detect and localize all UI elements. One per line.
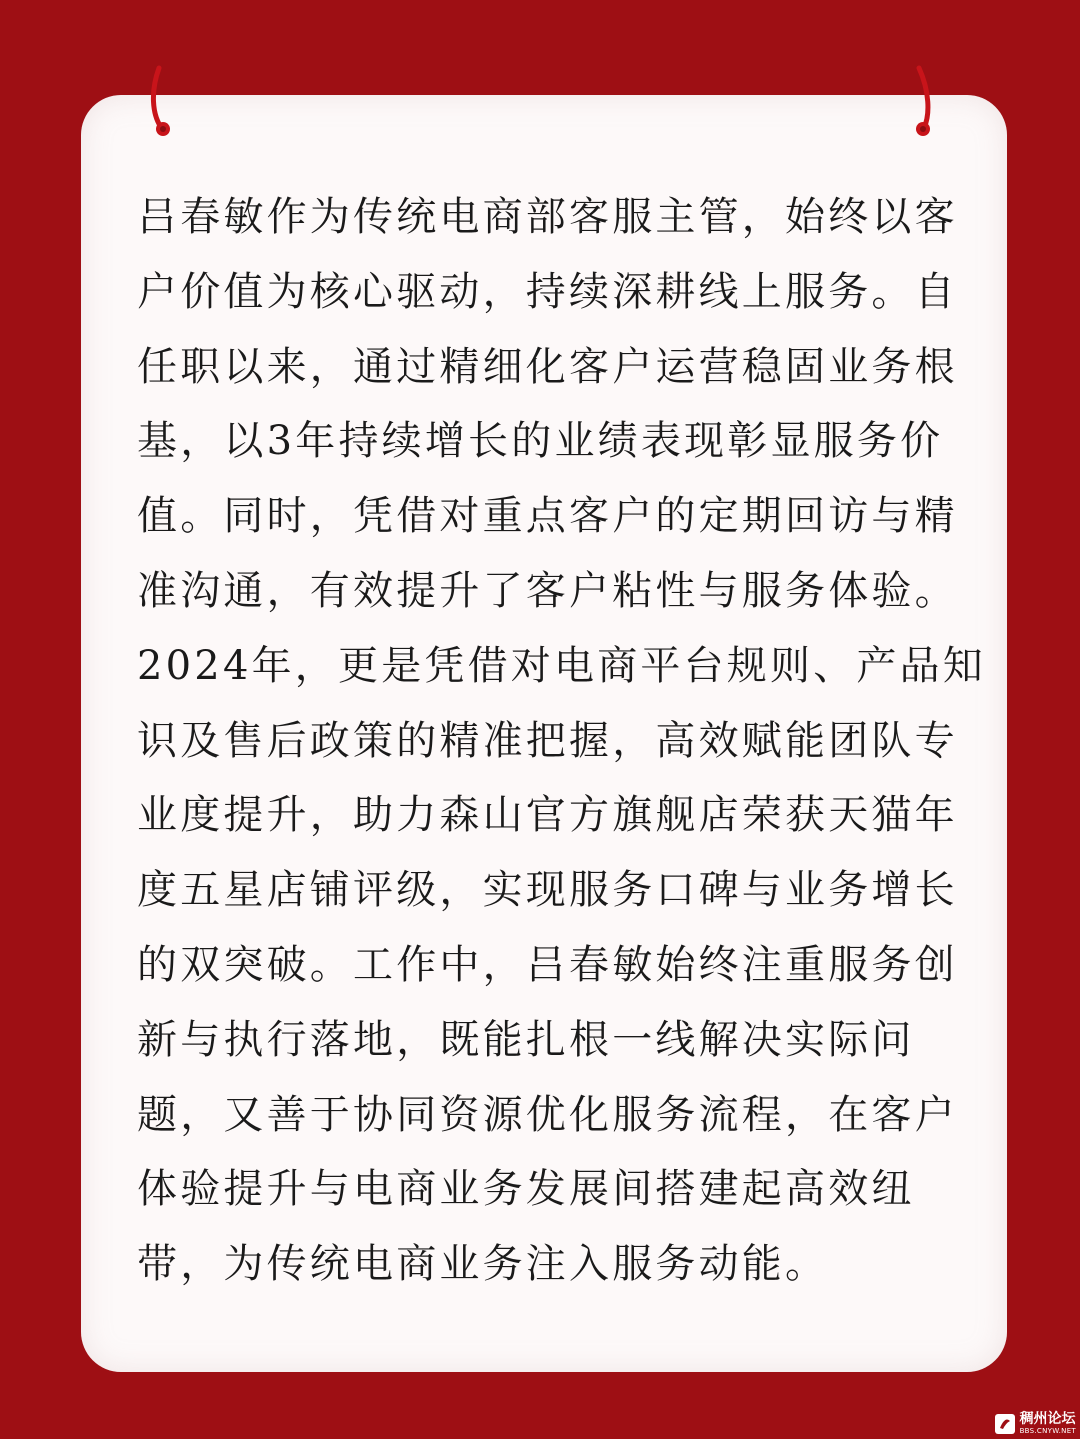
article-line: 度五星店铺评级，实现服务口碑与业务增长 — [137, 867, 958, 914]
forum-watermark — [994, 1412, 1076, 1435]
binder-ring-left-icon — [145, 60, 185, 150]
article-line: 准沟通，有效提升了客户粘性与服务体验。 — [137, 567, 958, 614]
article-line: 基，以3年持续增长的业绩表现彰显服务价 — [137, 418, 944, 465]
article-line: 任职以来，通过精细化客户运营稳固业务根 — [137, 343, 958, 390]
article-line: 体验提升与电商业务发展间搭建起高效纽 — [137, 1166, 915, 1213]
article-line: 识及售后政策的精准把握，高效赋能团队专 — [137, 717, 958, 764]
article-line: 业度提升，助力森山官方旗舰店荣获天猫年 — [137, 792, 958, 839]
binder-ring-right-icon — [903, 60, 943, 150]
article-line: 2024年，更是凭借对电商平台规则、产品知 — [137, 642, 986, 689]
forum-logo-icon — [994, 1413, 1016, 1435]
article-line: 吕春敏作为传统电商部客服主管，始终以客 — [137, 194, 958, 240]
article-line: 新与执行落地，既能扎根一线解决实际问 — [137, 1016, 915, 1063]
watermark-name: 稠州论坛 — [1019, 1411, 1076, 1427]
article-body — [137, 180, 986, 1302]
article-line: 值。同时，凭借对重点客户的定期回访与精 — [137, 493, 958, 540]
article-line: 带，为传统电商业务注入服务动能。 — [137, 1241, 829, 1288]
watermark-url: BBS.CNYW.NET — [1019, 1427, 1076, 1435]
article-line: 户价值为核心驱动，持续深耕线上服务。自 — [137, 268, 958, 315]
article-line: 的双突破。工作中，吕春敏始终注重服务创 — [137, 941, 958, 988]
article-line: 题，又善于协同资源优化服务流程，在客户 — [137, 1091, 958, 1138]
